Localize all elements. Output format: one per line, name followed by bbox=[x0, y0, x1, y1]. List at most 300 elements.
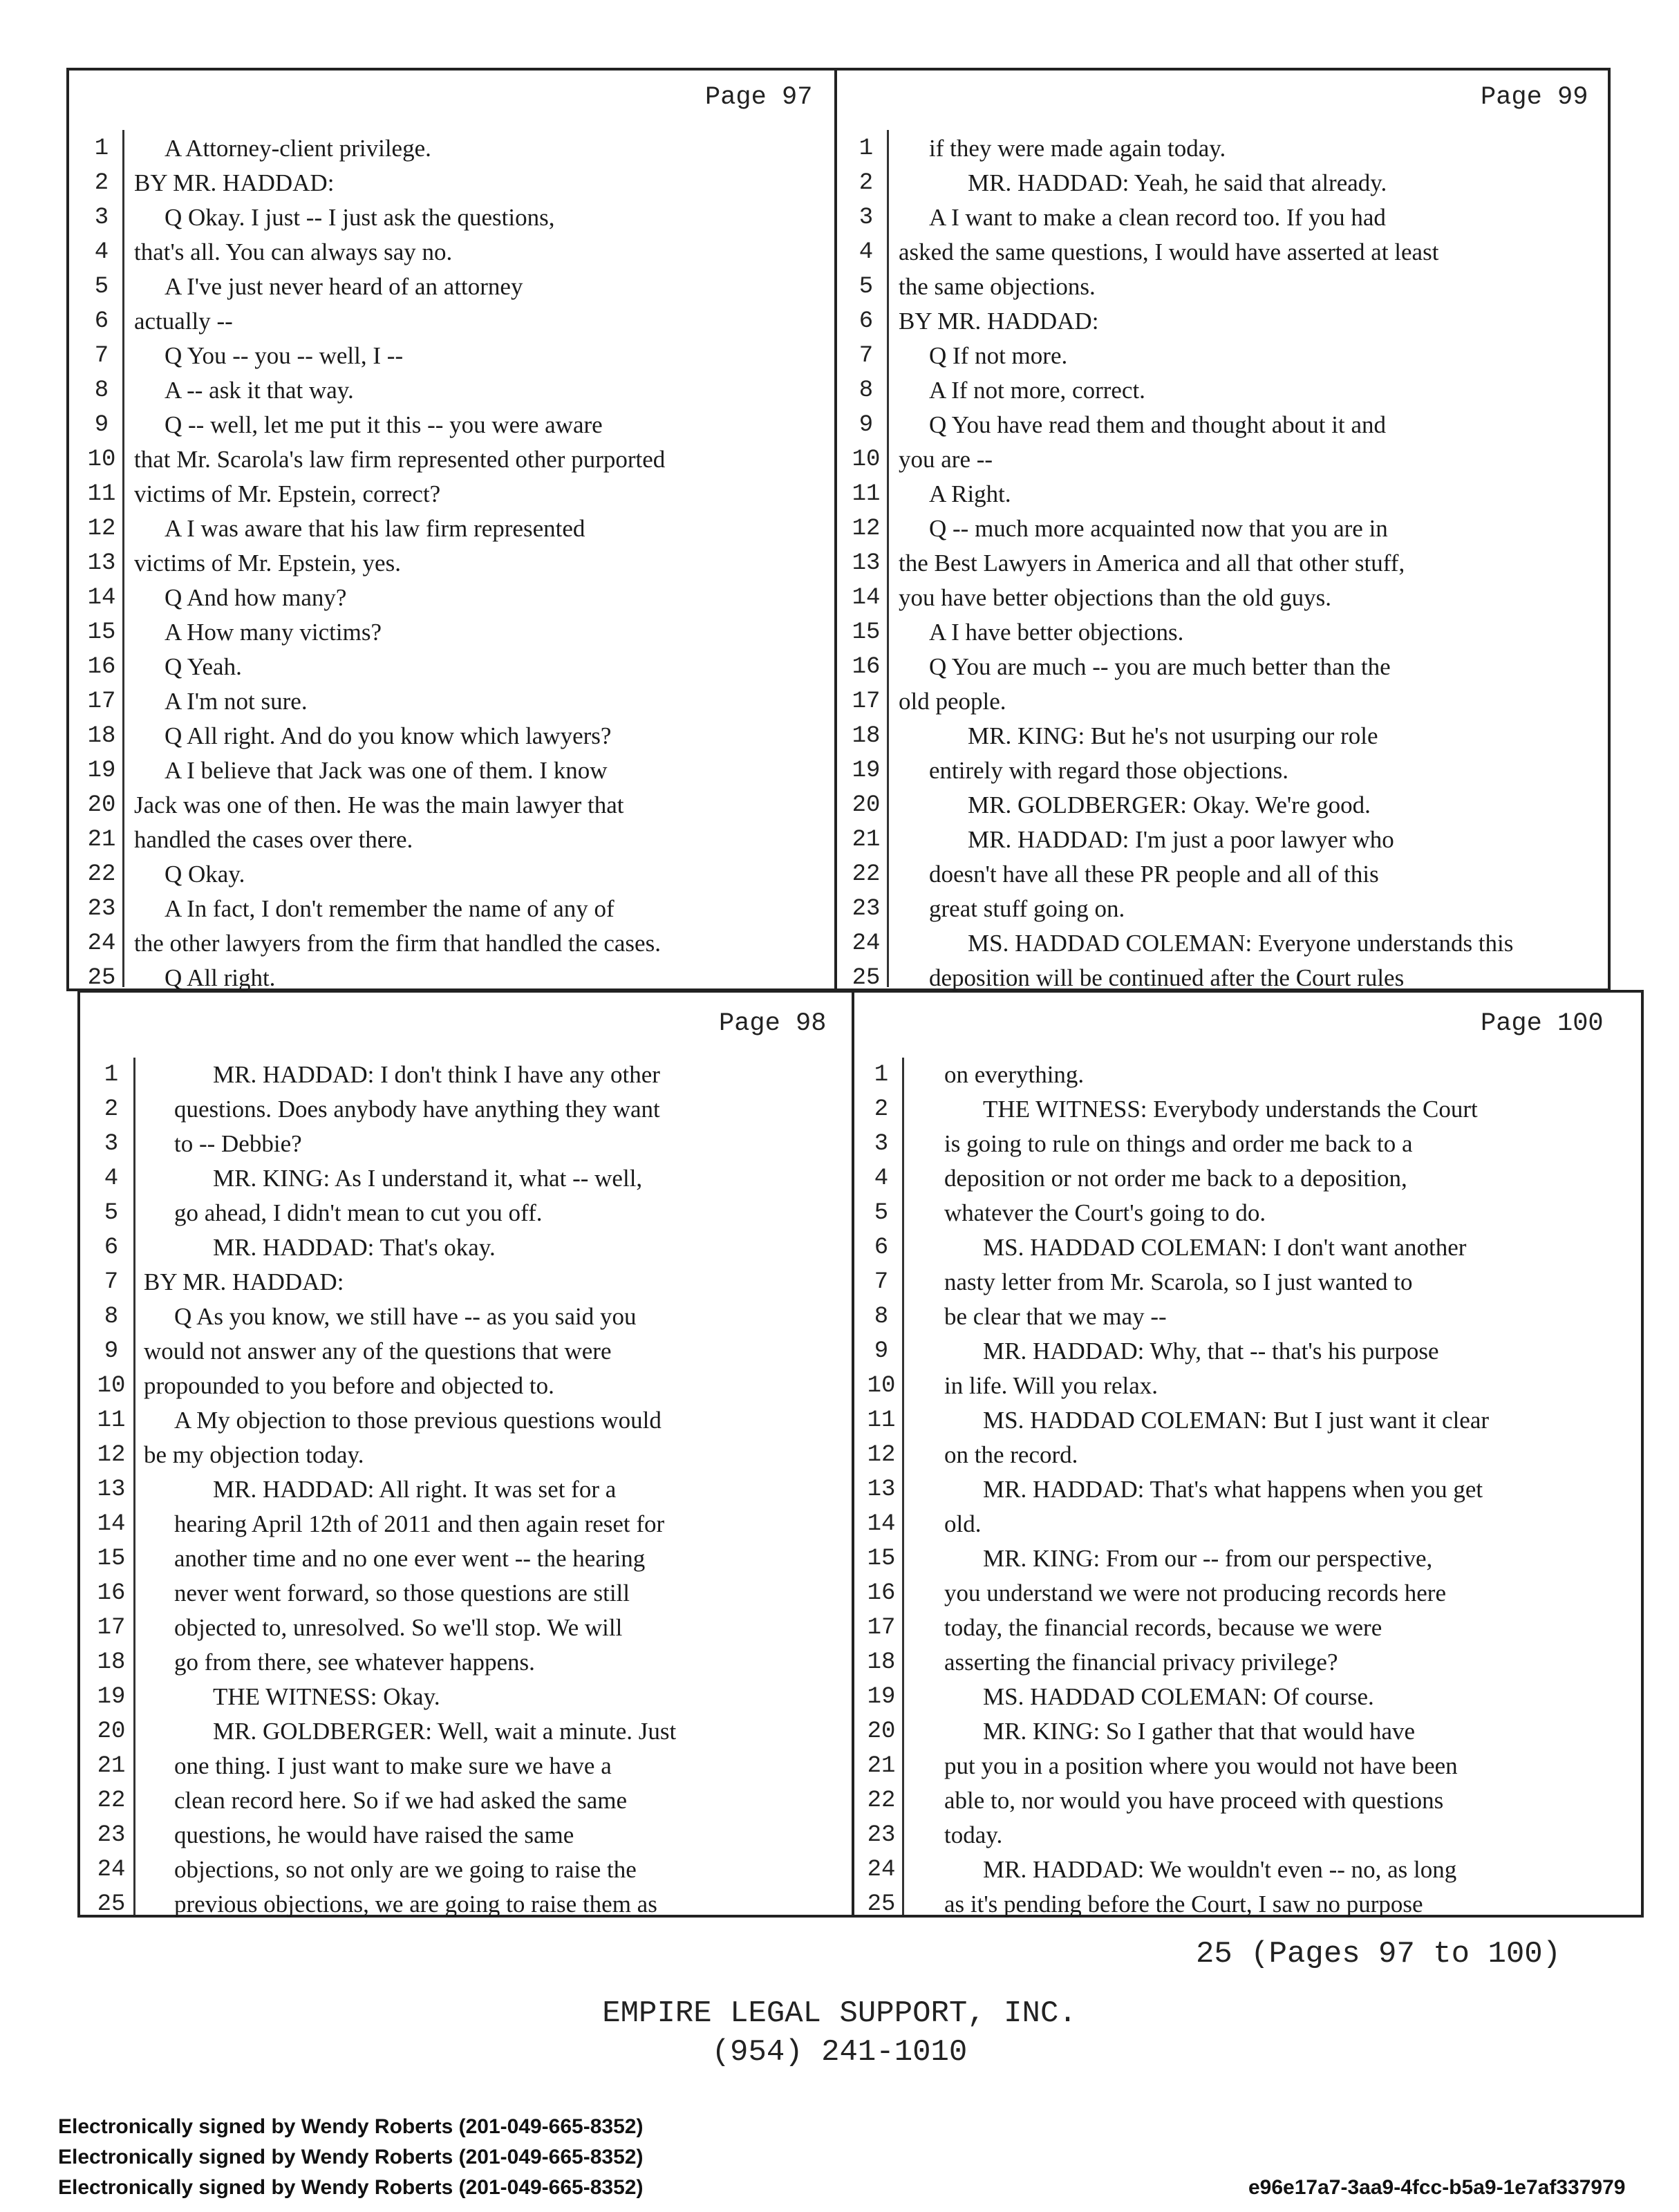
transcript-line bbox=[77, 373, 824, 408]
line-number: 7 bbox=[859, 343, 874, 369]
line-number: 16 bbox=[852, 654, 881, 680]
line-number: 4 bbox=[859, 239, 874, 265]
line-text: A Attorney-client privilege. bbox=[165, 135, 431, 162]
line-number: 12 bbox=[87, 516, 116, 542]
line-number: 2 bbox=[104, 1096, 119, 1123]
line-number: 1 bbox=[94, 135, 109, 162]
transcript-line bbox=[77, 546, 824, 581]
line-number: 15 bbox=[852, 619, 881, 646]
transcript-line bbox=[87, 1472, 847, 1507]
line-number: 23 bbox=[852, 896, 881, 922]
line-text: Jack was one of then. He was the main lawyer that bbox=[134, 791, 624, 818]
line-number: 13 bbox=[87, 550, 116, 577]
line-number: 22 bbox=[867, 1788, 896, 1814]
line-number: 6 bbox=[874, 1235, 889, 1261]
line-text: MR. HADDAD: That's okay. bbox=[213, 1234, 496, 1261]
line-text: victims of Mr. Epstein, yes. bbox=[134, 550, 401, 577]
transcript-line bbox=[842, 961, 1602, 995]
line-text: questions. Does anybody have anything they want bbox=[174, 1096, 660, 1123]
line-text: asserting the financial privacy privilege? bbox=[944, 1649, 1338, 1676]
transcript-line bbox=[842, 304, 1602, 339]
transcript-line bbox=[857, 1853, 1638, 1887]
line-number: 24 bbox=[87, 930, 116, 957]
line-number: 21 bbox=[852, 827, 881, 853]
line-number: 9 bbox=[859, 412, 874, 438]
line-text: deposition will be continued after the Court rules bbox=[929, 964, 1405, 991]
line-number: 7 bbox=[94, 343, 109, 369]
line-text: A In fact, I don't remember the name of any of bbox=[165, 895, 615, 922]
line-text: objected to, unresolved. So we'll stop. We will bbox=[174, 1614, 623, 1641]
line-text: BY MR. HADDAD: bbox=[134, 169, 335, 196]
line-text: Q If not more. bbox=[929, 342, 1068, 369]
transcript-line bbox=[77, 581, 824, 615]
page-98-lines bbox=[87, 1058, 847, 1922]
line-number: 10 bbox=[867, 1373, 896, 1399]
transcript-line bbox=[87, 1887, 847, 1922]
line-text: go ahead, I didn't mean to cut you off. bbox=[174, 1199, 543, 1226]
line-text: MR. GOLDBERGER: Well, wait a minute. Just bbox=[213, 1718, 677, 1745]
line-number: 3 bbox=[94, 205, 109, 231]
line-text: MR. HADDAD: I'm just a poor lawyer who bbox=[968, 826, 1394, 853]
line-number: 18 bbox=[87, 723, 116, 749]
line-number: 25 bbox=[852, 965, 881, 991]
line-text: Q And how many? bbox=[165, 584, 347, 611]
line-text: that's all. You can always say no. bbox=[134, 238, 453, 265]
line-number: 1 bbox=[104, 1062, 119, 1088]
line-text: would not answer any of the questions that were bbox=[144, 1338, 612, 1365]
transcript-line bbox=[857, 1645, 1638, 1680]
transcript-line bbox=[87, 1369, 847, 1403]
line-text: MR. KING: So I gather that that would have bbox=[983, 1718, 1416, 1745]
line-number: 18 bbox=[852, 723, 881, 749]
line-text: in life. Will you relax. bbox=[944, 1372, 1158, 1399]
line-number: 21 bbox=[87, 827, 116, 853]
line-number: 19 bbox=[852, 758, 881, 784]
line-number: 11 bbox=[97, 1407, 126, 1434]
line-text: A How many victims? bbox=[165, 619, 382, 646]
line-text: propounded to you before and objected to. bbox=[144, 1372, 554, 1399]
line-text: nasty letter from Mr. Scarola, so I just wanted to bbox=[944, 1268, 1413, 1295]
line-number: 8 bbox=[104, 1304, 119, 1330]
transcript-line bbox=[857, 1507, 1638, 1541]
line-text: able to, nor would you have proceed with questions bbox=[944, 1787, 1444, 1814]
transcript-line bbox=[77, 719, 824, 753]
line-text: questions, he would have raised the same bbox=[174, 1821, 574, 1848]
line-number: 25 bbox=[87, 965, 116, 991]
transcript-line bbox=[77, 166, 824, 200]
page-100-lines bbox=[857, 1058, 1638, 1922]
transcript-line bbox=[857, 1196, 1638, 1230]
page-97-lines bbox=[77, 131, 824, 995]
line-text: A -- ask it that way. bbox=[165, 377, 354, 404]
transcript-line bbox=[857, 1334, 1638, 1369]
transcript-line bbox=[87, 1541, 847, 1576]
line-number: 16 bbox=[87, 654, 116, 680]
line-number: 10 bbox=[97, 1373, 126, 1399]
line-text: A I was aware that his law firm represented bbox=[165, 515, 585, 542]
line-text: if they were made again today. bbox=[929, 135, 1226, 162]
transcript-line bbox=[857, 1127, 1638, 1161]
transcript-line bbox=[857, 1438, 1638, 1472]
line-text: MR. GOLDBERGER: Okay. We're good. bbox=[968, 791, 1371, 818]
transcript-line bbox=[857, 1714, 1638, 1749]
line-number: 21 bbox=[97, 1753, 126, 1779]
line-text: Q Okay. I just -- I just ask the questions, bbox=[165, 204, 555, 231]
transcript-line bbox=[842, 650, 1602, 684]
transcript-line bbox=[77, 788, 824, 823]
line-number: 3 bbox=[104, 1131, 119, 1157]
line-text: hearing April 12th of 2011 and then again reset for bbox=[174, 1510, 665, 1537]
line-number: 19 bbox=[867, 1684, 896, 1710]
transcript-line bbox=[77, 892, 824, 926]
transcript-line bbox=[77, 131, 824, 166]
line-number: 17 bbox=[87, 688, 116, 715]
line-number: 14 bbox=[87, 585, 116, 611]
line-number: 8 bbox=[859, 377, 874, 404]
line-number: 9 bbox=[104, 1338, 119, 1365]
line-number: 23 bbox=[867, 1822, 896, 1848]
page-header-97: Page 97 bbox=[705, 83, 813, 112]
transcript-line bbox=[77, 615, 824, 650]
line-text: to -- Debbie? bbox=[174, 1130, 302, 1157]
transcript-line bbox=[842, 684, 1602, 719]
line-number: 17 bbox=[852, 688, 881, 715]
line-number: 25 bbox=[867, 1891, 896, 1918]
transcript-line bbox=[77, 270, 824, 304]
line-number: 6 bbox=[859, 308, 874, 335]
transcript-line bbox=[77, 961, 824, 995]
line-number: 2 bbox=[94, 170, 109, 196]
line-text: Q All right. bbox=[165, 964, 276, 991]
line-text: objections, so not only are we going to raise the bbox=[174, 1856, 637, 1883]
transcript-line bbox=[87, 1714, 847, 1749]
transcript-line bbox=[857, 1161, 1638, 1196]
line-number: 8 bbox=[874, 1304, 889, 1330]
transcript-line bbox=[842, 235, 1602, 270]
line-number: 14 bbox=[867, 1511, 896, 1537]
line-number: 2 bbox=[874, 1096, 889, 1123]
line-text: Q As you know, we still have -- as you said you bbox=[174, 1303, 637, 1330]
transcript-line bbox=[857, 1576, 1638, 1611]
line-text: MR. HADDAD: Why, that -- that's his purpose bbox=[983, 1338, 1439, 1365]
line-text: MR. HADDAD: We wouldn't even -- no, as long bbox=[983, 1856, 1457, 1883]
transcript-line bbox=[857, 1472, 1638, 1507]
transcript-line bbox=[842, 753, 1602, 788]
line-number: 7 bbox=[104, 1269, 119, 1295]
line-text: MR. HADDAD: I don't think I have any other bbox=[213, 1061, 660, 1088]
line-number: 3 bbox=[859, 205, 874, 231]
transcript-line bbox=[842, 788, 1602, 823]
transcript-line bbox=[87, 1300, 847, 1334]
line-number: 24 bbox=[867, 1857, 896, 1883]
line-text: today, the financial records, because we were bbox=[944, 1614, 1382, 1641]
transcript-line bbox=[77, 442, 824, 477]
transcript-line bbox=[842, 166, 1602, 200]
line-number: 14 bbox=[852, 585, 881, 611]
line-text: be clear that we may -- bbox=[944, 1303, 1167, 1330]
transcript-line bbox=[87, 1196, 847, 1230]
transcript-line bbox=[77, 823, 824, 857]
line-text: asked the same questions, I would have asserted at least bbox=[899, 238, 1439, 265]
line-number: 17 bbox=[97, 1615, 126, 1641]
transcript-line bbox=[842, 581, 1602, 615]
line-text: you understand we were not producing records here bbox=[944, 1580, 1446, 1606]
line-number: 16 bbox=[867, 1580, 896, 1606]
transcript-line bbox=[87, 1058, 847, 1092]
line-text: MS. HADDAD COLEMAN: Of course. bbox=[983, 1683, 1374, 1710]
line-number: 20 bbox=[852, 792, 881, 818]
transcript-line bbox=[77, 650, 824, 684]
line-text: the Best Lawyers in America and all that other stuff, bbox=[899, 550, 1405, 577]
signature-line: Electronically signed by Wendy Roberts (201-049-665-8352) bbox=[58, 2146, 644, 2168]
line-text: Q You have read them and thought about it and bbox=[929, 411, 1387, 438]
line-number: 19 bbox=[97, 1684, 126, 1710]
line-text: MR. KING: But he's not usurping our role bbox=[968, 722, 1378, 749]
transcript-line bbox=[842, 131, 1602, 166]
line-text: deposition or not order me back to a deposition, bbox=[944, 1165, 1407, 1192]
line-text: Q -- well, let me put it this -- you were aware bbox=[165, 411, 603, 438]
transcript-line bbox=[87, 1611, 847, 1645]
transcript-line bbox=[87, 1127, 847, 1161]
line-text: be my objection today. bbox=[144, 1441, 364, 1468]
line-number: 4 bbox=[104, 1165, 119, 1192]
transcript-line bbox=[857, 1230, 1638, 1265]
line-text: Q -- much more acquainted now that you are in bbox=[929, 515, 1388, 542]
line-number: 22 bbox=[97, 1788, 126, 1814]
transcript-line bbox=[77, 304, 824, 339]
line-text: A I want to make a clean record too. If you had bbox=[929, 204, 1386, 231]
transcript-line bbox=[77, 235, 824, 270]
line-number: 25 bbox=[97, 1891, 126, 1918]
line-text: BY MR. HADDAD: bbox=[899, 308, 1099, 335]
line-number: 5 bbox=[94, 274, 109, 300]
line-text: MS. HADDAD COLEMAN: Everyone understands this bbox=[968, 930, 1514, 957]
line-number: 4 bbox=[874, 1165, 889, 1192]
signature-line: Electronically signed by Wendy Roberts (201-049-665-8352) bbox=[58, 2176, 644, 2199]
transcript-line bbox=[87, 1161, 847, 1196]
line-number: 1 bbox=[859, 135, 874, 162]
line-number: 3 bbox=[874, 1131, 889, 1157]
transcript-line bbox=[842, 200, 1602, 235]
line-text: go from there, see whatever happens. bbox=[174, 1649, 535, 1676]
line-number: 15 bbox=[97, 1546, 126, 1572]
line-text: MS. HADDAD COLEMAN: But I just want it clear bbox=[983, 1407, 1490, 1434]
transcript-line bbox=[842, 339, 1602, 373]
line-text: A I have better objections. bbox=[929, 619, 1184, 646]
line-number: 9 bbox=[874, 1338, 889, 1365]
line-number: 11 bbox=[867, 1407, 896, 1434]
line-number: 10 bbox=[87, 447, 116, 473]
panel-divider-bottom bbox=[852, 990, 854, 1918]
line-text: MR. HADDAD: That's what happens when you get bbox=[983, 1476, 1483, 1503]
transcript-line bbox=[842, 546, 1602, 581]
transcript-line bbox=[842, 408, 1602, 442]
line-number: 24 bbox=[852, 930, 881, 957]
transcript-line bbox=[857, 1092, 1638, 1127]
transcript-line bbox=[857, 1749, 1638, 1783]
transcript-line bbox=[857, 1783, 1638, 1818]
line-number: 14 bbox=[97, 1511, 126, 1537]
line-text: A My objection to those previous questions would bbox=[174, 1407, 662, 1434]
line-number: 20 bbox=[97, 1718, 126, 1745]
line-number: 8 bbox=[94, 377, 109, 404]
line-text: Q You are much -- you are much better than the bbox=[929, 653, 1391, 680]
line-number: 5 bbox=[859, 274, 874, 300]
line-text: actually -- bbox=[134, 308, 233, 335]
line-number: 22 bbox=[852, 861, 881, 888]
signature-line: Electronically signed by Wendy Roberts (201-049-665-8352) bbox=[58, 2115, 644, 2138]
transcript-line bbox=[842, 442, 1602, 477]
line-text: A I believe that Jack was one of them. I know bbox=[165, 757, 608, 784]
line-text: MR. HADDAD: Yeah, he said that already. bbox=[968, 169, 1387, 196]
line-text: you have better objections than the old guys. bbox=[899, 584, 1331, 611]
line-number: 15 bbox=[867, 1546, 896, 1572]
line-text: MS. HADDAD COLEMAN: I don't want another bbox=[983, 1234, 1467, 1261]
transcript-line bbox=[87, 1749, 847, 1783]
line-number: 1 bbox=[874, 1062, 889, 1088]
line-number: 22 bbox=[87, 861, 116, 888]
line-number: 18 bbox=[867, 1649, 896, 1676]
transcript-line bbox=[857, 1887, 1638, 1922]
line-number: 18 bbox=[97, 1649, 126, 1676]
transcript-line bbox=[842, 857, 1602, 892]
company-name: EMPIRE LEGAL SUPPORT, INC. bbox=[602, 1996, 1077, 2031]
line-text: old people. bbox=[899, 688, 1006, 715]
transcript-line bbox=[842, 615, 1602, 650]
line-text: Q Okay. bbox=[165, 861, 245, 888]
line-text: A If not more, correct. bbox=[929, 377, 1145, 404]
line-number: 6 bbox=[94, 308, 109, 335]
line-text: Q Yeah. bbox=[165, 653, 242, 680]
line-number: 20 bbox=[87, 792, 116, 818]
line-text: old. bbox=[944, 1510, 982, 1537]
line-text: whatever the Court's going to do. bbox=[944, 1199, 1266, 1226]
line-text: BY MR. HADDAD: bbox=[144, 1268, 344, 1295]
line-text: clean record here. So if we had asked the same bbox=[174, 1787, 627, 1814]
transcript-line bbox=[857, 1058, 1638, 1092]
document-id: e96e17a7-3aa9-4fcc-b5a9-1e7af337979 bbox=[1248, 2176, 1626, 2199]
line-number: 17 bbox=[867, 1615, 896, 1641]
line-number: 5 bbox=[874, 1200, 889, 1226]
transcript-line bbox=[857, 1300, 1638, 1334]
line-text: on everything. bbox=[944, 1061, 1085, 1088]
line-text: Q All right. And do you know which lawyers? bbox=[165, 722, 612, 749]
line-text: as it's pending before the Court, I saw no purpose bbox=[944, 1891, 1423, 1918]
transcript-line bbox=[77, 857, 824, 892]
line-number: 2 bbox=[859, 170, 874, 196]
transcript-line bbox=[87, 1576, 847, 1611]
transcript-line bbox=[87, 1438, 847, 1472]
transcript-line bbox=[857, 1818, 1638, 1853]
transcript-line bbox=[842, 512, 1602, 546]
transcript-line bbox=[87, 1818, 847, 1853]
line-number: 19 bbox=[87, 758, 116, 784]
line-number: 6 bbox=[104, 1235, 119, 1261]
line-number: 13 bbox=[97, 1477, 126, 1503]
transcript-line bbox=[842, 270, 1602, 304]
line-number: 7 bbox=[874, 1269, 889, 1295]
transcript-line bbox=[857, 1403, 1638, 1438]
transcript-line bbox=[87, 1853, 847, 1887]
line-number: 12 bbox=[852, 516, 881, 542]
line-number: 4 bbox=[94, 239, 109, 265]
page-header-100: Page 100 bbox=[1481, 1009, 1604, 1038]
page-range: 25 (Pages 97 to 100) bbox=[1196, 1937, 1561, 1971]
line-number: 24 bbox=[97, 1857, 126, 1883]
line-text: A Right. bbox=[929, 480, 1011, 507]
transcript-line bbox=[842, 926, 1602, 961]
line-number: 13 bbox=[867, 1477, 896, 1503]
line-text: put you in a position where you would not have been bbox=[944, 1752, 1458, 1779]
line-text: Q You -- you -- well, I -- bbox=[165, 342, 404, 369]
line-text: you are -- bbox=[899, 446, 993, 473]
transcript-line bbox=[842, 823, 1602, 857]
line-text: great stuff going on. bbox=[929, 895, 1125, 922]
transcript-line bbox=[87, 1403, 847, 1438]
transcript-line bbox=[77, 512, 824, 546]
transcript-line bbox=[77, 926, 824, 961]
line-number: 23 bbox=[87, 896, 116, 922]
transcript-line bbox=[857, 1680, 1638, 1714]
transcript-line bbox=[77, 339, 824, 373]
line-text: victims of Mr. Epstein, correct? bbox=[134, 480, 441, 507]
transcript-line bbox=[87, 1680, 847, 1714]
transcript-line bbox=[87, 1645, 847, 1680]
transcript-line bbox=[77, 408, 824, 442]
transcript-line bbox=[857, 1369, 1638, 1403]
transcript-line bbox=[77, 200, 824, 235]
line-number: 21 bbox=[867, 1753, 896, 1779]
transcript-line bbox=[87, 1507, 847, 1541]
transcript-line bbox=[842, 477, 1602, 512]
transcript-line bbox=[842, 892, 1602, 926]
line-number: 11 bbox=[852, 481, 881, 507]
line-number: 16 bbox=[97, 1580, 126, 1606]
line-text: never went forward, so those questions are still bbox=[174, 1580, 630, 1606]
transcript-line bbox=[87, 1230, 847, 1265]
line-text: another time and no one ever went -- the hearing bbox=[174, 1545, 646, 1572]
panel-divider-top bbox=[834, 68, 837, 991]
transcript-line bbox=[87, 1334, 847, 1369]
line-text: previous objections, we are going to raise them as bbox=[174, 1891, 657, 1918]
transcript-line bbox=[842, 373, 1602, 408]
line-text: A I'm not sure. bbox=[165, 688, 308, 715]
transcript-line bbox=[87, 1265, 847, 1300]
transcript-line bbox=[857, 1541, 1638, 1576]
transcript-line bbox=[77, 753, 824, 788]
line-text: MR. KING: As I understand it, what -- well, bbox=[213, 1165, 643, 1192]
line-number: 9 bbox=[94, 412, 109, 438]
line-number: 10 bbox=[852, 447, 881, 473]
line-text: that Mr. Scarola's law firm represented other purported bbox=[134, 446, 666, 473]
line-text: today. bbox=[944, 1821, 1003, 1848]
line-text: the same objections. bbox=[899, 273, 1096, 300]
transcript-line bbox=[77, 684, 824, 719]
line-number: 5 bbox=[104, 1200, 119, 1226]
line-number: 12 bbox=[867, 1442, 896, 1468]
line-text: doesn't have all these PR people and all of this bbox=[929, 861, 1379, 888]
line-text: A I've just never heard of an attorney bbox=[165, 273, 523, 300]
transcript-line bbox=[857, 1265, 1638, 1300]
line-text: one thing. I just want to make sure we have a bbox=[174, 1752, 612, 1779]
line-number: 12 bbox=[97, 1442, 126, 1468]
line-text: THE WITNESS: Everybody understands the Court bbox=[983, 1096, 1478, 1123]
page-header-99: Page 99 bbox=[1481, 83, 1588, 112]
line-number: 11 bbox=[87, 481, 116, 507]
page-99-lines bbox=[842, 131, 1602, 995]
transcript-line bbox=[87, 1783, 847, 1818]
company-phone: (954) 241-1010 bbox=[711, 2035, 968, 2070]
